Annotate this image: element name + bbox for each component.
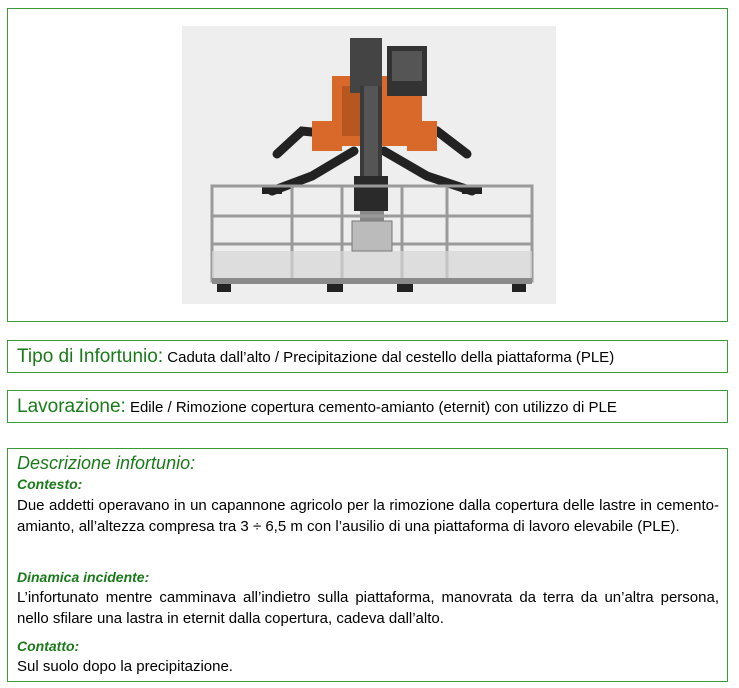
contesto-label: Contesto: <box>17 476 83 492</box>
lavorazione-box <box>7 390 728 423</box>
descrizione-title: Descrizione infortunio: <box>17 453 196 473</box>
tipo-infortunio-box <box>7 340 728 373</box>
lavorazione-value: Edile / Rimozione copertura cemento-amianto (eternit) con utilizzo di PLE <box>125 399 617 416</box>
tipo-infortunio-label: Tipo di Infortunio: <box>17 346 164 367</box>
tipo-infortunio-value: Caduta dall’alto / Precipitazione dal cestello della piattaforma (PLE) <box>163 349 615 366</box>
lavorazione-line <box>17 396 617 418</box>
lavorazione-label: Lavorazione: <box>17 396 126 417</box>
tipo-infortunio-line <box>17 346 614 368</box>
descrizione-box <box>7 448 728 682</box>
contesto-text: Due addetti operavano in un capannone agricolo per la rimozione dalla copertura delle lastre in cemento-amianto, all’altezza compresa tra 3 ÷ 6,5 m con l’ausilio di una piattaforma di lavoro elevabile (PLE). <box>17 497 719 535</box>
image-frame <box>7 8 728 322</box>
contatto-label: Contatto: <box>17 638 80 654</box>
dinamica-text: L’infortunato mentre camminava all’indietro sulla piattaforma, manovrata da terra da un’altra persona, nello sfilare una lastra in eternit dalla copertura, cadeva dall’alto. <box>17 589 719 627</box>
aerial-platform-photo <box>182 26 556 304</box>
dinamica-label: Dinamica incidente: <box>17 569 150 585</box>
aerial-platform-illustration <box>182 26 556 304</box>
contatto-text: Sul suolo dopo la precipitazione. <box>17 658 233 675</box>
